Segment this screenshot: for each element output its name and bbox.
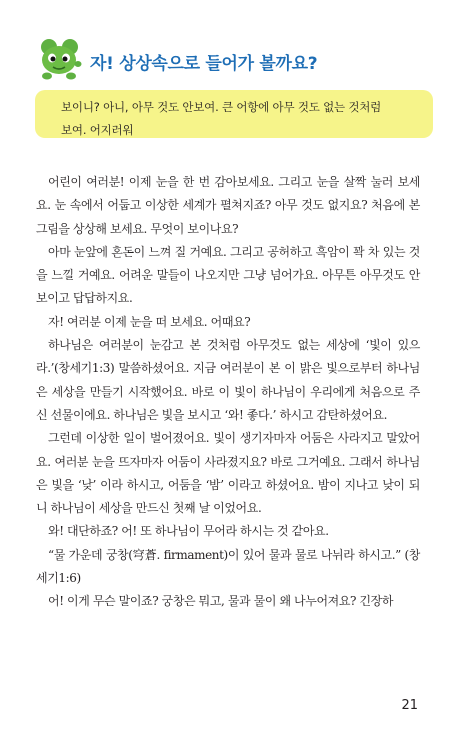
section-title: 자! 상상속으로 들어가 볼까요?	[90, 54, 318, 74]
paragraph: 그런데 이상한 일이 벌어졌어요. 빛이 생기자마자 어둠은 사라지고 말았어요. 여러분 눈을 뜨자마자 어둠이 사라졌지요? 바로 그거예요. 그래서 하나님은 빛을 ‘낮’ 이라 하시고, 어둠을 ‘밤’ 이라고 하셨어요. 밤이 지나고 낮이 되니 하나님이 세상을 만드신 첫째 날 이었어요.	[36, 431, 420, 516]
paragraph: 아마 눈앞에 혼돈이 느껴 질 거예요. 그리고 공허하고 흑암이 꽉 차 있는 것을 느낄 거예요. 어려운 말들이 나오지만 그냥 넘어가요. 아무튼 아무것도 안 보이고 답답하지요.	[36, 244, 420, 306]
section-header	[38, 36, 438, 82]
dialogue-callout	[35, 90, 433, 138]
paragraph: 하나님은 여러분이 눈감고 본 것처럼 아무것도 없는 세상에 ‘빛이 있으라.’(창세기1:3) 말씀하셨어요. 지금 여러분이 본 이 밝은 빛으로부터 하나님은 세상을 만들기 시작했어요. 바로 이 빛이 하나님이 우리에게 처음으로 주신 선물이에요. 하나님은 빛을 보시고 ‘와! 좋다.’ 하시고 감탄하셨어요.	[36, 338, 420, 422]
callout-line: 보이니? 아니, 아무 것도 안보여. 큰 어항에 아무 것도 없는 것처럼	[61, 100, 382, 114]
paragraph: 자! 여러분 이제 눈을 떠 보세요. 어때요?	[48, 314, 251, 329]
paragraph: 어! 이게 무슨 말이죠? 궁창은 뭐고, 물과 물이 왜 나누어져요? 긴장하	[48, 594, 394, 609]
green-frog-mascot-icon	[38, 36, 84, 82]
body-text	[36, 171, 420, 614]
paragraph: “물 가운데 궁창(穹蒼. firmament)이 있어 물과 물로 나뉘라 하시고.” (창세기1:6)	[36, 547, 420, 586]
paragraph: 어린이 여러분! 이제 눈을 한 번 감아보세요. 그리고 눈을 살짝 눌러 보세요. 눈 속에서 어둡고 이상한 세계가 펼쳐지죠? 아무 것도 없지요? 처음에 본 그림을 상상해 보세요. 무엇이 보이나요?	[36, 175, 420, 236]
page-number: 21	[401, 698, 418, 713]
callout-line: 보여. 어지러워	[61, 123, 134, 137]
paragraph: 와! 대단하죠? 어! 또 하나님이 무어라 하시는 것 같아요.	[48, 524, 329, 539]
